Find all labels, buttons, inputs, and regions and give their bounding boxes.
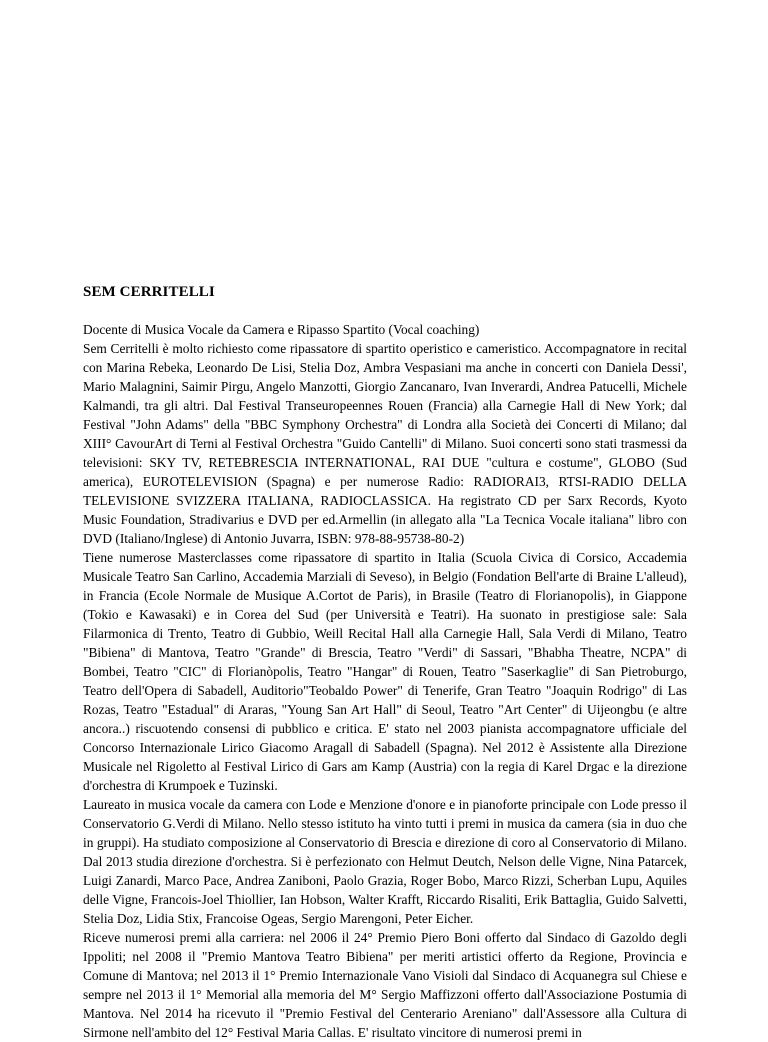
paragraph-awards: Riceve numerosi premi alla carriera: nel 2006 il 24° Premio Piero Boni offerto dal Sindaco di Gazoldo degli Ippoliti; nel 2008 il "Premio Mantova Teatro Bibiena" per meriti artistici offerto da Regione, Provincia e Comune di Mantova; nel 2013 il 1° Premio Internazionale Vano Visioli dal Sindaco di Acquanegra sul Chiese e sempre nel 2013 il 1° Memorial alla memoria del M° Sergio Maffizzoni offerto dall'Associazione Postumia di Mantova. Nel 2014 ha ricevuto il "Premio Festival del Centerario Areniano" dall'Assessore alla Cultura di Sirmone nell'ambito del 12° Festival Maria Callas. E' risultato vincitore di numerosi premi in	[83, 930, 687, 1040]
document-title: SEM CERRITELLI	[83, 284, 215, 300]
paragraph-career: Sem Cerritelli è molto richiesto come ripassatore di spartito operistico e cameristico. Accompagnatore in recital con Marina Rebeka, Leonardo De Lisi, Stelia Doz, Ambra Vespasiani ma anche in concerti con Daniela Dessi', Mario Malagnini, Saimir Pirgu, Angelo Manzotti, Giorgio Zancanaro, Ivan Inverardi, Andrea Patucelli, Michele Kalmandi, tra gli altri. Dal Festival Transeuropeennes Rouen (Francia) alla Carnegie Hall di New York; dal Festival "John Adams" della "BBC Symphony Orchestra" di Londra alla Società dei Concerti di Milano; dal XIII° CavourArt di Terni al Festival Orchestra "Guido Cantelli" di Milano. Suoi concerti sono stati trasmessi da televisioni: SKY TV, RETEBRESCIA INTERNATIONAL, RAI DUE "cultura e costume", GLOBO (Sud america), EUROTELEVISION (Spagna) e per numerose Radio: RADIORAI3, RTSI-RADIO DELLA TELEVISIONE SVIZZERA ITALIANA, RADIOCLASSICA. Ha registrato CD per Sarx Records, Kyoto Music Foundation, Stradivarius e DVD per ed.Armellin (in allegato alla "La Tecnica Vocale italiana" libro con DVD (Italiano/Inglese) di Antonio Juvarra, ISBN: 978-88-95738-80-2)	[83, 341, 687, 546]
paragraph-education: Laureato in musica vocale da camera con Lode e Menzione d'onore e in pianoforte principale con Lode presso il Conservatorio G.Verdi di Milano. Nello stesso istituto ha vinto tutti i premi in musica da camera (sia in duo che in gruppi). Ha studiato composizione al Conservatorio di Brescia e direzione di coro al Conservatorio di Milano. Dal 2013 studia direzione d'orchestra. Si è perfezionato con Helmut Deutch, Nelson delle Vigne, Nina Patarcek, Luigi Zanardi, Marco Pace, Andrea Zaniboni, Paolo Grazia, Roger Bobo, Marco Rizzi, Scherban Lupu, Aquiles delle Vigne, Francois-Joel Thiollier, Ian Hobson, Walter Krafft, Riccardo Risaliti, Erik Battaglia, Guido Salvetti, Stelia Doz, Lidia Stix, Francoise Ogeas, Sergio Marengoni, Peter Eicher.	[83, 797, 687, 926]
paragraph-teaching-role: Docente di Musica Vocale da Camera e Ripasso Spartito (Vocal coaching)	[83, 322, 480, 337]
paragraph-masterclasses: Tiene numerose Masterclasses come ripassatore di spartito in Italia (Scuola Civica di Corsico, Accademia Musicale Teatro San Carlino, Accademia Marziali di Seveso), in Belgio (Fondation Bell'arte di Braine L'alleud), in Francia (Ecole Normale de Musique A.Cortot de Paris), in Brasile (Teatro di Florianopolis), in Giappone (Tokio e Kawasaki) e in Corea del Sud (per Università e Teatri). Ha suonato in prestigiose sale: Sala Filarmonica di Trento, Teatro di Gubbio, Weill Recital Hall alla Carnegie Hall, Sala Verdi di Milano, Teatro "Bibiena" di Mantova, Teatro "Grande" di Brescia, Teatro "Verdi" di Sassari, "Bhabha Theatre, NCPA" di Bombei, Teatro "CIC" di Florianòpolis, Teatro "Hangar" di Rouen, Teatro "Saserkaglie" di San Pietroburgo, Teatro dell'Opera di Sabadell, Auditorio"Teobaldo Power" di Tenerife, Gran Teatro "Joaquin Rodrigo" di Las Rozas, Teatro "Estadual" di Araras, "Young San Art Hall" di Seoul, Teatro "Art Center" di Uijeongbu (e altre ancora..) riscuotendo consensi di pubblico e critica. E' stato nel 2003 pianista accompagnatore ufficiale del Concorso Internazionale Lirico Giacomo Aragall di Sabadell (Spagna). Nel 2012 è Assistente alla Direzione Musicale nel Rigoletto al Festival Lirico di Gars am Kamp (Austria) con la regia di Karel Drgac e la direzione d'orchestra di Krumpoek e Tuzinski.	[83, 550, 687, 793]
document-body	[83, 283, 687, 1042]
